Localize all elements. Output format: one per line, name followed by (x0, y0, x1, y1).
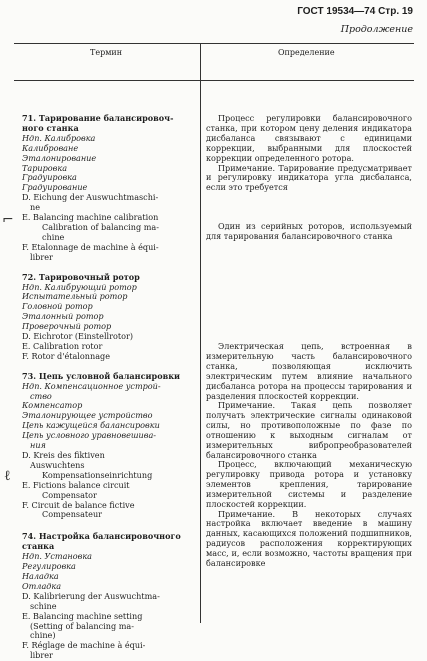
term-entry (22, 114, 198, 263)
term-line: Kompensationseinrichtung (42, 469, 153, 480)
term-line: ния (30, 440, 46, 451)
term-line: Calibration of balancing ma- (42, 221, 159, 232)
term-line: E. Balancing machine setting (22, 610, 143, 621)
definition-note: Примечание. Тарирование предусматривает и регулировку индикатора угла дисбаланса, если это требуется (206, 162, 412, 193)
term-line: F. Rotor d'étalonnage (22, 350, 110, 361)
term-line: ne (30, 202, 41, 213)
term-line: Калиброване (22, 142, 79, 153)
definition-note: Примечание. Такая цепь позволяет получать электрические сигналы одинаковой силы, но противоположные по фазе по отношению к выходным сигналам от измерительных вибропреобразователей балансировочного станка (206, 400, 412, 460)
term-line: Auswuchtens (30, 459, 85, 470)
term-line: Наладка (22, 570, 59, 581)
term-line: D. Kreis des fiktiven (22, 450, 105, 460)
definition-text: Процесс регулировки балансировочного станка, при котором цену деления индикатора дисбаланса связывают с единицами коррекции, выбранными для плоскостей коррекции определенного ротора. (206, 113, 412, 163)
term-line: Градуировка (22, 172, 77, 183)
term-line: ного станка (22, 122, 79, 133)
page-header: ГОСТ 19534—74 Стр. 19 (297, 6, 413, 17)
margin-mark: ℓ (4, 468, 11, 484)
term-line: Градуирование (22, 182, 88, 193)
term-line: F. Réglage de machine à équi- (22, 640, 146, 651)
term-line: Регулировка (22, 561, 76, 572)
definition-entry (206, 460, 412, 569)
term-line: E. Fictions balance circuit (22, 479, 130, 490)
term-line: Compensateur (42, 509, 103, 520)
continued-label: Продолжение (340, 24, 413, 35)
table-header-rule (14, 80, 414, 81)
term-line: librer (30, 251, 53, 262)
term-line: (Setting of balancing ma- (30, 620, 134, 631)
term-line: Эталонный ротор (22, 311, 104, 322)
margin-mark: ⌐ (2, 212, 14, 228)
term-entry (22, 532, 198, 661)
term-line: E. Calibration rotor (22, 340, 103, 351)
term-line: Тарировка (22, 162, 68, 173)
term-entry (22, 372, 198, 521)
definition-note: Примечание. В некоторых случаях настройка включает введение в машину данных, касающихся положений подшипников, радиусов расположения корректирующих масс, и, если возможно, частоты вращения при балансировке (206, 508, 412, 569)
term-title: 73. Цепь условной балансировки (22, 370, 181, 381)
term-title: 74. Настройка балансировочного (22, 531, 181, 542)
term-line: D. Eichrotor (Einstellrotor) (22, 331, 134, 342)
definition-text: Электрическая цепь, встроенная в измерительную часть балансировочного станка, позволяющая исключить электрическим путем влияние начального дисбаланса ротора на процессы тарирования и разделения плоскостей коррекции. (206, 341, 412, 401)
definition-entry (206, 222, 412, 242)
term-line: D. Eichung der Auswuchtmaschi- (22, 192, 159, 203)
term-line: ство (30, 390, 52, 401)
term-line: librer (30, 650, 53, 661)
definition-column-header: Определение (278, 48, 335, 57)
definition-text: Процесс, включающий механическую регулировку привода ротора и установку элементов крепления, тарирование измерительной системы и разделение плоскостей коррекции. (206, 459, 412, 509)
terms-column (22, 114, 198, 661)
term-line: Ндп. Компенсационное устрой- (22, 380, 161, 391)
term-line: Эталонирование (22, 152, 97, 163)
term-line: Компенсатор (22, 400, 83, 411)
term-line: schine (30, 600, 57, 611)
term-line: Эталонирующее устройство (22, 410, 153, 421)
term-line: Ндп. Установка (22, 551, 93, 562)
term-title: 72. Тарировочный ротор (22, 271, 140, 282)
term-line: Цепь условного уравновешива- (22, 430, 157, 441)
term-title: 71. Тарирование балансировоч- (22, 113, 174, 123)
term-column-header: Термин (90, 48, 123, 57)
table-top-rule (14, 43, 414, 44)
definition-text: Один из серийных роторов, используемый для тарирования балансировочного станка (206, 221, 412, 241)
term-line: Ндп. Калибровка (22, 132, 96, 143)
term-line: Цепь кажущейся балансировки (22, 420, 160, 431)
term-line: D. Kalibrierung der Auswuchtma- (22, 590, 160, 601)
term-line: chine (42, 231, 65, 242)
term-line: F. Circuit de balance fictive (22, 499, 135, 510)
definition-entry (206, 342, 412, 461)
term-line: F. Etalonnage de machine à équi- (22, 241, 159, 252)
term-entry (22, 273, 198, 362)
term-line: E. Balancing machine calibration (22, 212, 159, 223)
term-line: станка (22, 541, 55, 552)
term-line: Ндп. Калибрующий ротор (22, 281, 137, 292)
definition-entry (206, 114, 412, 193)
term-line: chine) (30, 630, 56, 641)
term-line: Проверочный ротор (22, 321, 112, 332)
table-column-divider (200, 43, 201, 623)
term-line: Испытательный ротор (22, 291, 128, 302)
term-line: Compensator (42, 489, 97, 500)
term-line: Отладка (22, 580, 62, 591)
term-line: Головной ротор (22, 301, 93, 312)
